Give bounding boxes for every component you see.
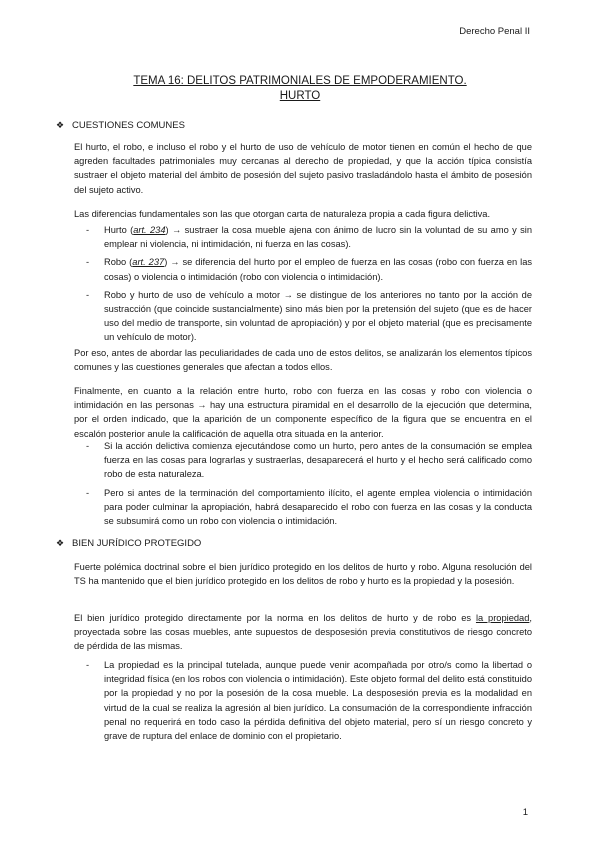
- paragraph: Fuerte polémica doctrinal sobre el bien jurídico protegido en los delitos de hurto y robo. Alguna resolución del TS ha mantenido que el bien jurídico protegido en los delitos de robo y hurto es la propiedad y la posesión.: [74, 562, 532, 587]
- paragraph: El hurto, el robo, e incluso el robo y el hurto de uso de vehículo de motor tienen en común el hecho de que agreden facultades patrimoniales muy cercanas al derecho de propiedad, y que la acción típica consistía sustraer el objeto material del ámbito de posesión del sujeto pasivo trasladándolo hasta el ámbito de posesión del sujeto activo.: [74, 142, 532, 195]
- page-title: [0, 74, 600, 104]
- section-heading-bien-juridico: [56, 538, 201, 549]
- list-item: - Hurto (art. 234) → sustraer la cosa mueble ajena con ánimo de lucro sin la voluntad de su amo y sin emplear ni violencia, ni intimidación, ni fuerza en las cosas).: [74, 223, 532, 251]
- list-item: - Robo (art. 237) → se diferencia del hurto por el empleo de fuerza en las cosas (robo con fuerza en las cosas) o violencia o intimidación (robo con violencia o intimidación).: [74, 255, 532, 283]
- list-item: - Robo y hurto de uso de vehículo a motor → se distingue de los anteriores no tanto por la acción de sustracción (que coincide sustancialmente) sino más bien por la pretensión del sujeto (que es de hacer uso del medio de transporte, sin voluntad de apropiación) y por el objeto material (que es precisamente un vehículo de motor).: [74, 288, 532, 345]
- paragraph: El bien jurídico protegido directamente por la norma en los delitos de hurto y de robo es la propiedad, proyectada sobre las cosas muebles, ante supuestos de desposesión previa constitutivos de riesgo concreto de pérdida de las mismas.: [74, 613, 532, 652]
- pyramid-list: [74, 439, 532, 532]
- paragraph: Por eso, antes de abordar las peculiaridades de cada uno de estos delitos, se analizarán los elementos típicos comunes y las cuestiones generales que afectan a todos ellos.: [74, 348, 532, 373]
- underlined-term: la propiedad: [475, 613, 530, 623]
- diamond-bullet-icon: ❖: [56, 538, 65, 548]
- differences-list: [74, 223, 532, 349]
- list-item: - La propiedad es la principal tutelada, aunque puede venir acompañada por otro/s como la libertad o integridad física (en los robos con violencia o intimidación). Este objeto formal del delito está constituido por la propiedad y no por la posesión de la cosa mueble. La desposesión previa es la modalidad en virtud de la cual se realiza la agresión al bien jurídico. La consumación de la correspondiente infracción penal no requerirá en todo caso la pérdida definitiva del objeto material, pero sí un riesgo concreto y grave de ruptura del enlace de dominio con el propietario.: [74, 658, 532, 743]
- section-heading-text: CUESTIONES COMUNES: [72, 120, 185, 131]
- section-heading-text: BIEN JURÍDICO PROTEGIDO: [72, 538, 202, 549]
- header-subject: Derecho Penal II: [459, 26, 530, 37]
- title-line-2: HURTO: [279, 90, 321, 102]
- page-number: 1: [522, 807, 528, 818]
- title-line-1: TEMA 16: DELITOS PATRIMONIALES DE EMPODERAMIENTO.: [133, 75, 467, 87]
- article-reference: art. 234: [133, 225, 166, 235]
- paragraph: Las diferencias fundamentales son las que otorgan carta de naturaleza propia a cada figura delictiva.: [74, 209, 491, 219]
- diamond-bullet-icon: ❖: [56, 120, 65, 130]
- paragraph: Finalmente, en cuanto a la relación entre hurto, robo con fuerza en las cosas y robo con violencia o intimidación en las personas → hay una estructura piramidal en el desarrollo de la ejecución que determina, por el orden indicado, que la aparición de un componente específico de la figura que se encuentra en el escalón posterior anule la calificación de aquella otra situada en la anterior.: [74, 386, 532, 439]
- property-list: [74, 658, 532, 747]
- list-item: - Pero si antes de la terminación del comportamiento ilícito, el agente emplea violencia o intimidación para poder culminar la apropiación, habrá desaparecido el robo con fuerza en las cosas y la conducta se subsumirá como un robo con violencia o intimidación.: [74, 486, 532, 529]
- article-reference: art. 237: [132, 257, 165, 268]
- list-item: - Si la acción delictiva comienza ejecutándose como un hurto, pero antes de la consumación se emplea fuerza en las cosas para lograrlas y sustraerlas, desaparecerá el hurto y el hecho será calificado como robo de esta naturaleza.: [74, 439, 532, 482]
- section-heading-cuestiones: [56, 120, 185, 131]
